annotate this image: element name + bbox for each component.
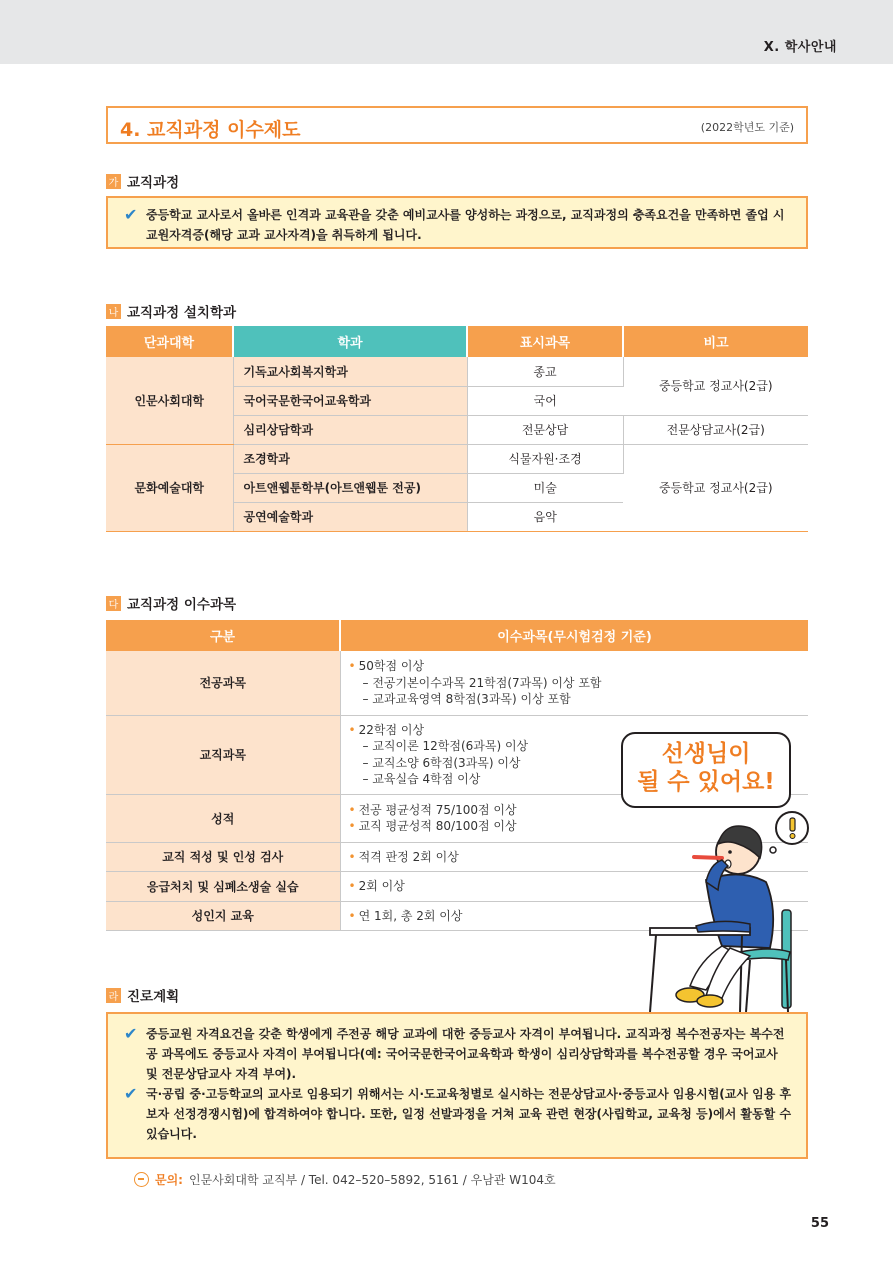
- subsection-d-label: 진로계획: [127, 989, 180, 1005]
- subsection-d-badge: 라: [106, 988, 121, 1003]
- category-cell: 응급처치 및 심폐소생술 실습: [106, 872, 340, 902]
- requirement-line: – 전공기본이수과목 21학점(7과목) 이상 포함: [362, 675, 602, 690]
- speech-bubble: [621, 732, 791, 808]
- department-cell: 기독교사회복지학과: [233, 357, 467, 386]
- subsection-c-label: 교직과정 이수과목: [127, 597, 237, 613]
- requirement-line: – 교과교육영역 8학점(3과목) 이상 포함: [362, 692, 571, 706]
- subject-cell: 전문상담: [467, 415, 623, 444]
- col-header-note: 비고: [623, 326, 808, 357]
- department-cell: 공연예술학과: [233, 502, 467, 531]
- table-row: [106, 444, 808, 473]
- note-text: 중등학교 교사로서 올바른 인격과 교육관을 갖춘 예비교사를 양성하는 과정으로, 교직과정의 충족요건을 만족하면 졸업 시 교원자격증(해당 교과 교사자격)을 취득하게 됩니다.: [146, 208, 785, 242]
- check-icon: ✔: [124, 1084, 138, 1103]
- requirement-line: 50학점 이상: [358, 659, 425, 673]
- note-item: [124, 1024, 792, 1084]
- bullet-icon: •: [348, 722, 356, 737]
- chapter-label: Ⅹ. 학사안내: [763, 40, 837, 55]
- col-header-department: 학과: [233, 326, 467, 357]
- subsection-a-note: [106, 196, 808, 249]
- requirement-line: 22학점 이상: [358, 722, 425, 737]
- student-illustration: [610, 800, 810, 1015]
- note-item: [124, 1084, 792, 1144]
- subsection-b-badge: 나: [106, 304, 121, 319]
- table-header-row: [106, 326, 808, 357]
- subject-cell: 국어: [467, 386, 623, 415]
- note-cell: 전문상담교사(2급): [623, 415, 808, 444]
- departments-table: [106, 326, 808, 532]
- department-cell: 심리상담학과: [233, 415, 467, 444]
- table-header-row: [106, 620, 808, 651]
- department-cell: 국어국문한국어교육학과: [233, 386, 467, 415]
- contact-line: [134, 1171, 556, 1188]
- requirement-line: 2회 이상: [358, 879, 405, 893]
- category-cell: 성인지 교육: [106, 901, 340, 931]
- category-cell: 교직 적성 및 인성 검사: [106, 842, 340, 872]
- category-cell: 전공과목: [106, 651, 340, 715]
- bullet-icon: •: [348, 659, 356, 673]
- note-text: 국·공립 중·고등학교의 교사로 임용되기 위해서는 시·도교육청별로 실시하는 전문상담교사·중등교사 임용시험(교사 임용 후보자 선정경쟁시험)에 합격하여야 합니다. 또한, 일정 선발과정을 거쳐 교육 관련 현장(사립학교, 교육청 등)에서 활동할 수 있습니다.: [146, 1087, 792, 1141]
- subject-cell: 식물자원·조경: [467, 444, 623, 473]
- subsection-a-heading: [106, 172, 179, 190]
- subject-cell: 미술: [467, 473, 623, 502]
- speech-bubble-line: 선생님이: [661, 741, 751, 767]
- contact-label: 문의:: [155, 1173, 183, 1187]
- note-text: 중등교원 자격요건을 갖춘 학생에게 주전공 해당 교과에 대한 중등교사 자격이 부여됩니다. 교직과정 복수전공자는 복수전공 과목에도 중등교사 자격이 부여됩니다(예: 국어국문한국어교육학과 학생이 심리상담학과를 복수전공할 경우 국어교사 및 전문상담교사 자격 부여).: [146, 1027, 785, 1081]
- col-header-requirements: 이수과목(무시험검정 기준): [340, 620, 808, 651]
- subsection-b-label: 교직과정 설치학과: [127, 305, 237, 321]
- category-cell: 성적: [106, 794, 340, 842]
- subsection-d-heading: [106, 986, 179, 1004]
- page-number: 55: [810, 1216, 829, 1231]
- subsection-b-heading: [106, 302, 236, 320]
- col-header-subject: 표시과목: [467, 326, 623, 357]
- col-header-college: 단과대학: [106, 326, 233, 357]
- college-cell: 문화예술대학: [106, 444, 233, 531]
- bullet-icon: •: [348, 879, 356, 893]
- note-cell: 중등학교 정교사(2급): [623, 444, 808, 531]
- subject-cell: 음악: [467, 502, 623, 531]
- check-icon: ✔: [124, 1024, 138, 1043]
- check-icon: ✔: [124, 205, 138, 224]
- department-cell: 아트앤웹툰학부(아트앤웹툰 전공): [233, 473, 467, 502]
- requirement-line: 전공 평균성적 75/100점 이상: [358, 802, 517, 817]
- table-row: [106, 651, 808, 715]
- category-cell: 교직과목: [106, 715, 340, 794]
- note-item: [124, 205, 792, 245]
- subject-cell: 종교: [467, 357, 623, 386]
- bullet-icon: •: [348, 819, 356, 833]
- col-header-category: 구분: [106, 620, 340, 651]
- bullet-icon: •: [348, 849, 356, 864]
- chat-icon: [134, 1172, 149, 1187]
- subsection-c-badge: 다: [106, 596, 121, 611]
- requirement-line: – 교직소양 6학점(3과목) 이상: [362, 755, 521, 770]
- section-title: 4. 교직과정 이수제도: [120, 119, 301, 141]
- contact-text: 인문사회대학 교직부 / Tel. 042–520–5892, 5161 / 우남관 W104호: [188, 1173, 556, 1187]
- page-header-band: [0, 0, 893, 64]
- requirement-line: – 교육실습 4학점 이상: [362, 772, 481, 786]
- requirement-cell: [340, 651, 808, 715]
- requirement-line: 교직 평균성적 80/100점 이상: [358, 819, 517, 833]
- note-cell: 중등학교 정교사(2급): [623, 357, 808, 415]
- requirement-line: 적격 판정 2회 이상: [358, 849, 459, 864]
- subsection-a-badge: 가: [106, 174, 121, 189]
- bullet-icon: •: [348, 908, 356, 923]
- college-cell: 인문사회대학: [106, 357, 233, 444]
- bullet-icon: •: [348, 802, 356, 817]
- speech-bubble-line: 될 수 있어요!: [637, 769, 775, 795]
- subsection-c-heading: [106, 594, 236, 612]
- requirement-line: – 교직이론 12학점(6과목) 이상: [362, 739, 529, 753]
- requirement-line: 연 1회, 총 2회 이상: [358, 908, 463, 923]
- department-cell: 조경학과: [233, 444, 467, 473]
- subsection-d-note: [106, 1012, 808, 1159]
- subsection-a-label: 교직과정: [127, 175, 180, 191]
- section-basis-year: (2022학년도 기준): [700, 121, 794, 134]
- section-title-box: [106, 106, 808, 144]
- table-row: [106, 357, 808, 386]
